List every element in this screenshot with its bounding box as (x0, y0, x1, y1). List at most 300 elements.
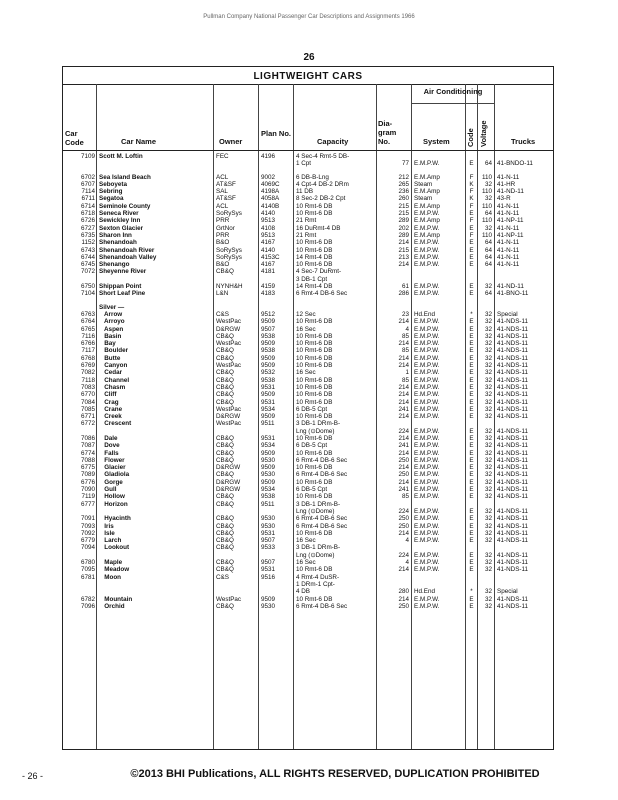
cell-code: E (469, 325, 474, 333)
cell-code: E (469, 595, 474, 603)
cell-car-name: Sea Island Beach (99, 173, 151, 181)
cell-plan-no: 9534 (261, 405, 276, 413)
cell-car-name: Mountain (99, 595, 133, 603)
cell-car-code: 6780 (80, 559, 95, 567)
header-owner: Owner (219, 137, 243, 146)
cell-owner: NYNH&H (216, 283, 243, 291)
cell-diagram-no: 214 (398, 529, 409, 537)
cell-owner: B&O (216, 239, 230, 247)
cell-car-code: 7116 (81, 332, 95, 340)
table-row (63, 603, 553, 610)
cell-system: E.M.P.W. (414, 391, 440, 399)
table-row (63, 232, 553, 239)
cell-owner: L&N (216, 290, 229, 298)
title-divider (63, 84, 553, 85)
cell-plan-no: 9509 (261, 354, 276, 362)
cell-system: E.M.P.W. (414, 427, 440, 435)
cell-car-name: Sharon Inn (99, 231, 132, 239)
cell-system: E.M.P.W. (414, 362, 440, 370)
table-row (63, 225, 553, 232)
cell-car-code: 6772 (80, 420, 95, 428)
cell-car-code: 6718 (80, 210, 95, 218)
cell-plan-no: 9507 (261, 537, 276, 545)
cell-plan-no: 9509 (261, 340, 276, 348)
header-car-code: Car Code (65, 129, 84, 147)
cell-capacity: 10 Rmt-6 DB (296, 347, 333, 355)
cell-voltage: 32 (484, 522, 492, 530)
header-capacity: Capacity (317, 137, 349, 146)
cell-car-code: 6765 (80, 325, 95, 333)
table-row (63, 450, 553, 457)
cell-car-code: 6764 (80, 318, 95, 326)
cell-capacity: 6 Rmt-4 DB-6 Sec (296, 456, 348, 464)
cell-capacity: 4 DB (296, 588, 310, 596)
cell-capacity: Lng (⊙Dome) (296, 427, 335, 435)
table-row (63, 318, 553, 325)
cell-owner: SoRySys (216, 253, 242, 261)
cell-voltage: 32 (484, 529, 492, 537)
cell-car-name: Arrow (99, 310, 123, 318)
cell-capacity: 10 Rmt-6 DB (296, 391, 333, 399)
cell-car-name: Gorge (99, 478, 123, 486)
cell-code: E (469, 376, 474, 384)
cell-owner: SAL (216, 188, 228, 196)
cell-diagram-no: 214 (398, 318, 409, 326)
table-title: LIGHTWEIGHT CARS (253, 71, 363, 82)
table-row (63, 369, 553, 376)
cell-trucks: 41-NDS-11 (497, 456, 529, 464)
cell-capacity: Lng (⊙Dome) (296, 507, 335, 515)
cell-owner: CB&Q (216, 449, 234, 457)
cell-trucks: 41-NDS-11 (497, 515, 529, 523)
table-row (63, 581, 553, 588)
cell-diagram-no: 85 (401, 347, 409, 355)
table-row (63, 347, 553, 354)
cell-voltage: 64 (484, 160, 492, 168)
table-row (63, 566, 553, 573)
table-row (63, 574, 553, 581)
cell-plan-no: 9516 (261, 573, 276, 581)
cell-car-name: Orchid (99, 602, 125, 610)
table-row (63, 239, 553, 246)
cell-voltage: 32 (484, 434, 492, 442)
cell-capacity: 10 Rmt-6 DB (296, 362, 333, 370)
cell-code: E (469, 347, 474, 355)
cell-code: E (469, 529, 474, 537)
cell-diagram-no: 250 (398, 456, 409, 464)
cell-code: * (470, 310, 473, 318)
cell-owner: CB&Q (216, 369, 234, 377)
cell-car-code: 7094 (80, 544, 95, 552)
cell-system: E.M.P.W. (414, 515, 440, 523)
cell-plan-no: 9531 (261, 566, 276, 574)
cell-code: E (469, 434, 474, 442)
cell-plan-no: 9531 (261, 529, 276, 537)
cell-plan-no: 4198A (261, 188, 280, 196)
cell-code: E (469, 464, 474, 472)
cell-owner: CB&Q (216, 391, 234, 399)
cell-car-code: 6711 (81, 195, 95, 203)
cell-plan-no: 9538 (261, 347, 276, 355)
table-row (63, 486, 553, 493)
table-row (63, 283, 553, 290)
cell-system: E.M.Amp (414, 231, 440, 239)
cell-car-name: Seneca River (99, 210, 139, 218)
table-row (63, 413, 553, 420)
table-row (63, 479, 553, 486)
cell-system: E.M.Amp (414, 173, 440, 181)
cell-system: E.M.P.W. (414, 551, 440, 559)
cell-system: E.M.P.W. (414, 529, 440, 537)
table-row (63, 188, 553, 195)
cell-car-code: 6782 (80, 595, 95, 603)
cell-owner: CB&Q (216, 493, 234, 501)
cell-diagram-no: 289 (398, 231, 409, 239)
cell-car-name: Sheyenne River (99, 268, 147, 276)
cell-car-name: Channel (99, 376, 130, 384)
table-row (63, 340, 553, 347)
cell-code: E (469, 515, 474, 523)
cell-capacity: 3 DB-1 DRm-B- (296, 420, 341, 428)
cell-code: E (469, 486, 474, 494)
cell-code: * (470, 588, 473, 596)
cell-owner: CB&Q (216, 537, 234, 545)
cell-car-name: Dale (99, 434, 118, 442)
cell-trucks: 41-NDS-11 (497, 486, 529, 494)
cell-code: E (469, 383, 474, 391)
cell-voltage: 32 (484, 478, 492, 486)
cell-car-name: Shenango (99, 261, 130, 269)
cell-capacity: Lng (⊙Dome) (296, 551, 335, 559)
cell-capacity: 6 DB-5 Cpt (296, 442, 328, 450)
cell-car-code: 7117 (81, 347, 95, 355)
cell-car-name: Cliff (99, 391, 117, 399)
cell-system: E.M.P.W. (414, 210, 440, 218)
cell-voltage: 32 (484, 283, 492, 291)
cell-car-name: Iris (99, 522, 114, 530)
cell-voltage: 32 (484, 347, 492, 355)
cell-voltage: 32 (484, 551, 492, 559)
cell-owner: AT&SF (216, 195, 236, 203)
table-row (63, 210, 553, 217)
cell-owner: CB&Q (216, 383, 234, 391)
cell-plan-no: 9538 (261, 376, 276, 384)
cell-car-name: Sebring (99, 188, 123, 196)
cell-plan-no: 9507 (261, 559, 276, 567)
cell-voltage: 32 (484, 464, 492, 472)
cell-car-code: 7082 (80, 369, 95, 377)
cell-code: E (469, 537, 474, 545)
cell-trucks: 41-NP-11 (497, 231, 524, 239)
cell-code: E (469, 405, 474, 413)
cell-car-name: Segatoa (99, 195, 124, 203)
cell-voltage: 64 (484, 246, 492, 254)
cell-capacity: 6 Rmt-4 DB-6 Sec (296, 515, 348, 523)
cell-car-code: 7104 (80, 290, 95, 298)
cell-owner: CB&Q (216, 471, 234, 479)
cell-system: E.M.P.W. (414, 456, 440, 464)
cell-owner: D&RGW (216, 478, 241, 486)
cell-car-code: 7089 (80, 471, 95, 479)
cell-owner: CB&Q (216, 515, 234, 523)
cell-capacity: 4 Cpt-4 DB-2 DRm (296, 180, 349, 188)
cell-capacity: 14 Rmt-4 DB (296, 283, 333, 291)
cell-capacity: 10 Rmt-6 DB (296, 354, 333, 362)
cell-car-code: 6771 (80, 413, 95, 421)
cell-trucks: 41-NDS-11 (497, 369, 529, 377)
cell-capacity: 6 DB-B-Lng (296, 173, 329, 181)
cell-capacity: 3 DB-1 Cpt (296, 275, 328, 283)
cell-car-code: 6768 (80, 354, 95, 362)
cell-code: E (469, 340, 474, 348)
cell-car-name: Moon (99, 573, 122, 581)
cell-plan-no: 9530 (261, 522, 276, 530)
cell-capacity: 10 Rmt-6 DB (296, 340, 333, 348)
cell-plan-no: 4069C (261, 180, 280, 188)
cell-diagram-no: 214 (398, 449, 409, 457)
cell-owner: C&S (216, 573, 229, 581)
cell-system: E.M.P.W. (414, 160, 440, 168)
cell-capacity: 21 Rmt (296, 231, 317, 239)
cell-car-code: 7095 (80, 566, 95, 574)
cell-car-code: 6744 (80, 253, 95, 261)
cell-capacity: 4 Sec-7 DuRmt- (296, 268, 342, 276)
table-row (63, 596, 553, 603)
cell-car-code: 7088 (80, 456, 95, 464)
cell-code: E (469, 224, 474, 232)
header-code: Code (466, 128, 475, 147)
cell-trucks: 41-NDS-11 (497, 347, 529, 355)
header-plan-no: Plan No. (261, 129, 292, 138)
cell-voltage: 32 (484, 391, 492, 399)
cell-voltage: 64 (484, 290, 492, 298)
cell-diagram-no: 224 (398, 507, 409, 515)
cell-trucks: 41-N-11 (497, 173, 520, 181)
cell-capacity: 1 DRm-1 Cpt- (296, 580, 335, 588)
table-row (63, 537, 553, 544)
cell-plan-no: 9538 (261, 332, 276, 340)
cell-diagram-no: 224 (398, 551, 409, 559)
cell-owner: B&O (216, 261, 230, 269)
cell-car-code: 7109 (80, 153, 95, 160)
cell-trucks: 41-NDS-11 (497, 493, 529, 501)
cell-trucks: 41-N-11 (497, 261, 520, 269)
table-row (63, 544, 553, 551)
cell-system: E.M.P.W. (414, 246, 440, 254)
cell-car-name: Short Leaf Pine (99, 290, 146, 298)
cell-owner: WestPac (216, 405, 242, 413)
cell-voltage: 32 (484, 588, 492, 596)
cell-voltage: 110 (481, 173, 492, 181)
cell-capacity: 10 Rmt-6 DB (296, 464, 333, 472)
cell-car-code: 7072 (80, 268, 95, 276)
cell-system: E.M.P.W. (414, 478, 440, 486)
cell-system: E.M.P.W. (414, 318, 440, 326)
cell-owner: GrtNor (216, 224, 235, 232)
cell-owner: PRR (216, 231, 230, 239)
cell-code: E (469, 253, 474, 261)
cell-system: E.M.P.W. (414, 405, 440, 413)
cell-owner: WestPac (216, 318, 242, 326)
cell-car-code: 6714 (80, 202, 95, 210)
cell-code: E (469, 478, 474, 486)
cell-voltage: 32 (484, 515, 492, 523)
air-conditioning-rule (411, 103, 494, 104)
cell-voltage: 32 (484, 369, 492, 377)
table-row (63, 515, 553, 522)
cell-system: E.M.P.W. (414, 224, 440, 232)
cell-plan-no: 9509 (261, 595, 276, 603)
cell-plan-no: 9509 (261, 362, 276, 370)
cell-plan-no: 9534 (261, 486, 276, 494)
cell-owner: CB&Q (216, 559, 234, 567)
cell-owner: ACL (216, 202, 229, 210)
cell-plan-no: 9530 (261, 456, 276, 464)
cell-system: E.M.P.W. (414, 471, 440, 479)
cell-system: E.M.P.W. (414, 434, 440, 442)
table-row (63, 457, 553, 464)
cell-diagram-no: 214 (398, 354, 409, 362)
cell-voltage: 32 (484, 456, 492, 464)
cell-diagram-no: 85 (401, 493, 409, 501)
cell-system: E.M.P.W. (414, 290, 440, 298)
cell-plan-no: 9531 (261, 398, 276, 406)
cell-car-code: 7118 (81, 376, 95, 384)
header-trucks: Trucks (511, 137, 536, 146)
cell-car-code: 7087 (80, 442, 95, 450)
cell-diagram-no: 1 (405, 369, 409, 377)
table-frame (62, 66, 554, 750)
cell-voltage: 32 (484, 310, 492, 318)
cell-diagram-no: 241 (398, 405, 409, 413)
cell-voltage: 32 (484, 354, 492, 362)
cell-diagram-no: 214 (398, 566, 409, 574)
cell-plan-no: 9533 (261, 544, 276, 552)
cell-car-code: 7092 (80, 529, 95, 537)
cell-owner: CB&Q (216, 354, 234, 362)
cell-owner: CB&Q (216, 347, 234, 355)
cell-car-code: 6781 (80, 573, 95, 581)
cell-voltage: 32 (484, 325, 492, 333)
cell-code: F (469, 217, 474, 225)
table-row (63, 501, 553, 508)
cell-car-name: Horizon (99, 500, 128, 508)
cell-plan-no: 9509 (261, 391, 276, 399)
cell-car-code: 7093 (80, 522, 95, 530)
cell-car-code: 7114 (81, 188, 95, 196)
cell-voltage: 64 (484, 261, 492, 269)
cell-plan-no: 9509 (261, 413, 276, 421)
cell-plan-no: 4181 (261, 268, 276, 276)
cell-owner: CB&Q (216, 456, 234, 464)
cell-system: E.M.P.W. (414, 398, 440, 406)
cell-trucks: 41-NDS-11 (497, 434, 529, 442)
cell-trucks: 41-NDS-11 (497, 427, 529, 435)
table-row (63, 276, 553, 283)
table-row (63, 464, 553, 471)
cell-owner: CB&Q (216, 544, 234, 552)
cell-system: E.M.P.W. (414, 325, 440, 333)
cell-car-name: Bay (99, 340, 116, 348)
cell-trucks: 41-NDS-11 (497, 398, 529, 406)
cell-trucks: 43-R (497, 195, 511, 203)
cell-car-code: 6774 (80, 449, 95, 457)
cell-owner: WestPac (216, 362, 242, 370)
cell-car-code: 7086 (80, 434, 95, 442)
cell-capacity: 10 Rmt-6 DB (296, 332, 333, 340)
cell-owner: D&RGW (216, 464, 241, 472)
cell-voltage: 110 (481, 202, 492, 210)
table-row (63, 153, 553, 160)
cell-code: E (469, 471, 474, 479)
cell-diagram-no: 214 (398, 434, 409, 442)
cell-diagram-no: 214 (398, 340, 409, 348)
cell-capacity: 12 Sec (296, 310, 316, 318)
footer-copyright: ©2013 BHI Publications, ALL RIGHTS RESERVED, DUPLICATION PROHIBITED (130, 768, 540, 780)
cell-owner: CB&Q (216, 500, 234, 508)
cell-car-name: Crescent (99, 420, 132, 428)
cell-trucks: 41-NDS-11 (497, 405, 529, 413)
cell-code: E (469, 398, 474, 406)
cell-owner: D&RGW (216, 413, 241, 421)
cell-plan-no: 4140 (261, 210, 276, 218)
table-row (63, 420, 553, 427)
cell-system: E.M.P.W. (414, 595, 440, 603)
table-row (63, 174, 553, 181)
cell-voltage: 32 (484, 442, 492, 450)
cell-owner: PRR (216, 217, 230, 225)
cell-car-name: Crane (99, 405, 123, 413)
cell-code: K (469, 180, 474, 188)
cell-trucks: 41-N-11 (497, 224, 520, 232)
cell-voltage: 110 (481, 217, 492, 225)
cell-car-name: Larch (99, 537, 122, 545)
cell-trucks: 41-ND-11 (497, 188, 524, 196)
cell-code: E (469, 246, 474, 254)
cell-system: E.M.P.W. (414, 602, 440, 610)
cell-car-code: 6779 (80, 537, 95, 545)
cell-capacity: 6 DB-5 Cpt (296, 486, 328, 494)
cell-diagram-no: 214 (398, 478, 409, 486)
cell-voltage: 32 (484, 566, 492, 574)
table-row (63, 508, 553, 515)
cell-car-name: Cedar (99, 369, 123, 377)
cell-plan-no: 9511 (261, 420, 275, 428)
cell-trucks: Special (497, 310, 518, 318)
cell-plan-no: 9531 (261, 383, 276, 391)
cell-owner: SoRySys (216, 210, 242, 218)
cell-plan-no: 4159 (261, 283, 276, 291)
cell-trucks: 41-NP-11 (497, 217, 524, 225)
cell-diagram-no: 85 (401, 376, 409, 384)
cell-diagram-no: 213 (398, 253, 409, 261)
cell-trucks: 41-BNDO-11 (497, 160, 533, 168)
cell-trucks: 41-NDS-11 (497, 529, 529, 537)
cell-diagram-no: 214 (398, 261, 409, 269)
cell-diagram-no: 85 (401, 332, 409, 340)
table-row (63, 552, 553, 559)
table-row (63, 471, 553, 478)
cell-code: E (469, 160, 474, 168)
cell-system: E.M.P.W. (414, 332, 440, 340)
header-air-conditioning: Air Conditioning (423, 87, 483, 96)
cell-diagram-no: 250 (398, 602, 409, 610)
cell-system: E.M.P.W. (414, 449, 440, 457)
cell-trucks: Special (497, 588, 518, 596)
cell-code: E (469, 559, 474, 567)
table-row (63, 355, 553, 362)
cell-owner: D&RGW (216, 325, 241, 333)
